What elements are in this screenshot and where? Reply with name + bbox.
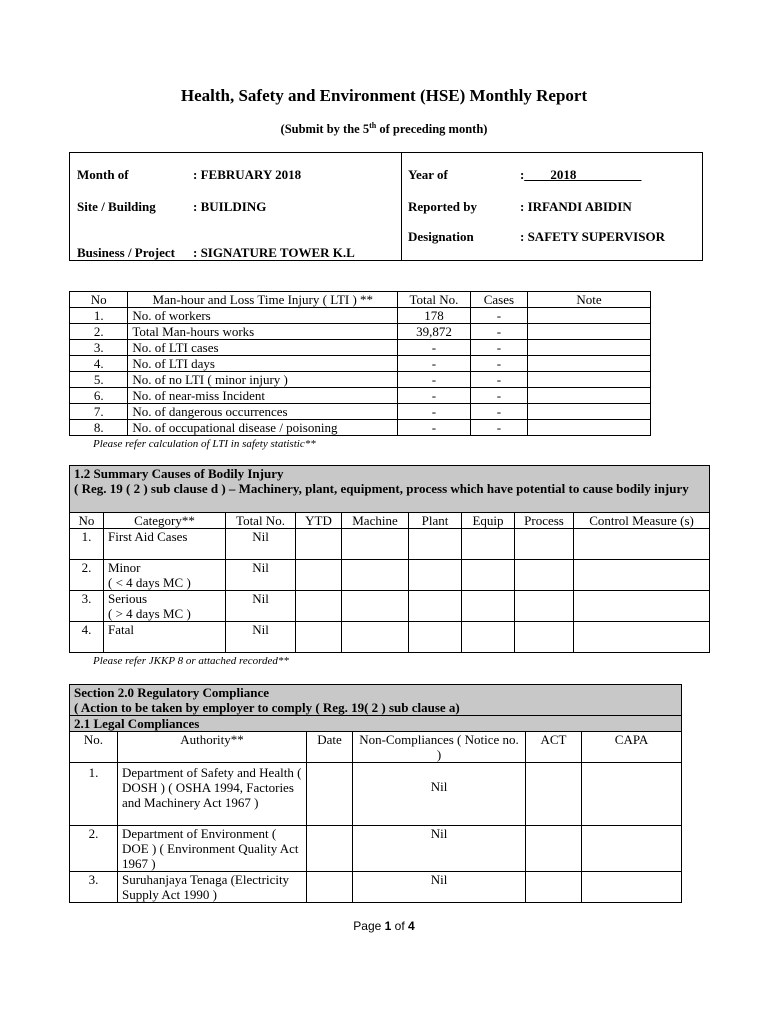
compliance-header-noncompliance: Non-Compliances ( Notice no. ) (353, 732, 526, 763)
lti-cell-no: 6. (70, 388, 128, 404)
lti-cell-total: - (398, 372, 470, 388)
injury-cell-equip (462, 591, 515, 622)
injury-heading-title: 1.2 Summary Causes of Bodily Injury (74, 466, 284, 481)
injury-cell-plant (409, 591, 462, 622)
lti-cell-cases: - (470, 340, 527, 356)
lti-cell-cases: - (470, 356, 527, 372)
table-row (70, 404, 651, 420)
table-row (70, 324, 651, 340)
injury-heading (70, 466, 710, 513)
compliance-cell-no: 3. (70, 872, 118, 903)
lti-cell-item: No. of near-miss Incident (128, 388, 398, 404)
compliance-cell-act (526, 826, 582, 872)
footer-of-label: of (391, 919, 409, 933)
lti-cell-total: - (398, 404, 470, 420)
injury-heading-reg: ( Reg. 19 ( 2 ) sub clause d ) – Machinery, plant, equipment, process which have potential to cause bodily injury (74, 481, 689, 496)
injury-header-process: Process (515, 513, 574, 529)
injury-cell-ytd (296, 529, 342, 560)
compliance-heading-action: ( Action to be taken by employer to comply ( Reg. 19( 2 ) sub clause a) (74, 700, 460, 715)
month-label: Month of (77, 167, 129, 182)
year-value (520, 167, 641, 183)
lti-header-no: No (70, 292, 128, 308)
compliance-cell-nc: Nil (353, 872, 526, 903)
lti-cell-no: 8. (70, 420, 128, 436)
table-row (70, 560, 710, 591)
table-row (70, 826, 682, 872)
injury-category-text: Serious (108, 591, 147, 606)
business-value: : SIGNATURE TOWER K.L (193, 245, 355, 260)
injury-header-category: Category** (104, 513, 226, 529)
footer-page-total: 4 (408, 919, 415, 933)
reported-label: Reported by (408, 199, 477, 214)
injury-cell-process (515, 591, 574, 622)
injury-cell-control (574, 622, 710, 653)
lti-cell-note (528, 388, 651, 404)
table-row (70, 308, 651, 324)
injury-cell-machine (342, 622, 409, 653)
compliance-cell-act (526, 872, 582, 903)
injury-cell-plant (409, 622, 462, 653)
lti-cell-cases: - (470, 308, 527, 324)
lti-cell-cases: - (470, 324, 527, 340)
injury-cell-total: Nil (226, 622, 296, 653)
injury-cell-equip (462, 622, 515, 653)
injury-cell-category (104, 622, 226, 653)
business-label: Business / Project (77, 245, 175, 260)
report-subtitle (0, 121, 768, 137)
legal-compliance-table (69, 684, 682, 903)
table-row (70, 340, 651, 356)
compliance-header-row (70, 732, 682, 763)
table-row (70, 622, 710, 653)
table-row (70, 356, 651, 372)
injury-header-no: No (70, 513, 104, 529)
injury-cell-control (574, 529, 710, 560)
injury-header-equip: Equip (462, 513, 515, 529)
year-label: Year of (408, 167, 448, 182)
injury-cell-total: Nil (226, 560, 296, 591)
table-row (70, 372, 651, 388)
injury-cell-no: 4. (70, 622, 104, 653)
subtitle-text: (Submit by the 5 (280, 122, 370, 137)
injury-category-text: Fatal (108, 622, 134, 637)
injury-cell-category (104, 560, 226, 591)
injury-cell-no: 2. (70, 560, 104, 591)
lti-cell-no: 3. (70, 340, 128, 356)
injury-category-text: First Aid Cases (108, 529, 188, 544)
injury-cell-no: 3. (70, 591, 104, 622)
lti-cell-item: No. of no LTI ( minor injury ) (128, 372, 398, 388)
injury-cell-category (104, 591, 226, 622)
lti-cell-total: 178 (398, 308, 470, 324)
compliance-cell-nc: Nil (353, 826, 526, 872)
compliance-cell-no: 2. (70, 826, 118, 872)
compliance-cell-authority: Department of Environment ( DOE ) ( Environment Quality Act 1967 ) (118, 826, 307, 872)
lti-cell-item: No. of occupational disease / poisoning (128, 420, 398, 436)
lti-cell-note (528, 372, 651, 388)
compliance-cell-capa (582, 826, 682, 872)
compliance-cell-act (526, 763, 582, 826)
injury-cell-process (515, 560, 574, 591)
lti-header-cases: Cases (470, 292, 527, 308)
lti-cell-cases: - (470, 420, 527, 436)
lti-cell-item: No. of dangerous occurrences (128, 404, 398, 420)
lti-cell-cases: - (470, 404, 527, 420)
table-row (70, 872, 682, 903)
page-footer (0, 919, 768, 933)
lti-cell-no: 1. (70, 308, 128, 324)
lti-header-total: Total No. (398, 292, 470, 308)
site-value: : BUILDING (193, 199, 267, 214)
footer-page-label: Page (353, 919, 385, 933)
injury-cell-control (574, 560, 710, 591)
lti-cell-total: - (398, 420, 470, 436)
injury-cell-process (515, 622, 574, 653)
lti-cell-note (528, 308, 651, 324)
lti-cell-no: 4. (70, 356, 128, 372)
lti-cell-cases: - (470, 388, 527, 404)
lti-cell-total: - (398, 388, 470, 404)
compliance-header-authority: Authority** (118, 732, 307, 763)
injury-cell-ytd (296, 622, 342, 653)
compliance-cell-no: 1. (70, 763, 118, 826)
table-row (70, 529, 710, 560)
injury-header-plant: Plant (409, 513, 462, 529)
compliance-header-capa: CAPA (582, 732, 682, 763)
injury-cell-no: 1. (70, 529, 104, 560)
compliance-header-no: No. (70, 732, 118, 763)
injury-cell-total: Nil (226, 591, 296, 622)
compliance-header-act: ACT (526, 732, 582, 763)
injury-category-text: Minor (108, 560, 141, 575)
report-title: Health, Safety and Environment (HSE) Monthly Report (180, 86, 588, 105)
injury-category-detail: ( > 4 days MC ) (108, 606, 191, 621)
compliance-subheading: 2.1 Legal Compliances (70, 716, 682, 732)
lti-cell-item: No. of LTI days (128, 356, 398, 372)
injury-header-machine: Machine (342, 513, 409, 529)
compliance-header-date: Date (307, 732, 353, 763)
injury-cell-machine (342, 560, 409, 591)
compliance-heading (70, 685, 682, 716)
site-label: Site / Building (77, 199, 156, 214)
table-row (70, 763, 682, 826)
compliance-cell-date (307, 826, 353, 872)
injury-cell-equip (462, 560, 515, 591)
injury-cell-equip (462, 529, 515, 560)
injury-cell-total: Nil (226, 529, 296, 560)
header-divider (401, 152, 402, 261)
lti-cell-cases: - (470, 372, 527, 388)
lti-cell-no: 2. (70, 324, 128, 340)
lti-cell-note (528, 356, 651, 372)
lti-cell-total: - (398, 340, 470, 356)
designation-value: : SAFETY SUPERVISOR (520, 229, 665, 244)
compliance-heading-title: Section 2.0 Regulatory Compliance (74, 685, 269, 700)
lti-header-note: Note (528, 292, 651, 308)
injury-heading-row (70, 466, 710, 513)
lti-cell-note (528, 420, 651, 436)
lti-cell-note (528, 340, 651, 356)
injury-header-control: Control Measure (s) (574, 513, 710, 529)
injury-cell-category (104, 529, 226, 560)
injury-summary-table (69, 465, 710, 653)
compliance-cell-date (307, 872, 353, 903)
injury-cell-machine (342, 529, 409, 560)
table-row (70, 388, 651, 404)
table-row (70, 420, 651, 436)
lti-cell-total: - (398, 356, 470, 372)
compliance-subheading-row (70, 716, 682, 732)
lti-cell-item: Total Man-hours works (128, 324, 398, 340)
lti-cell-note (528, 404, 651, 420)
compliance-cell-nc: Nil (353, 763, 526, 826)
month-value: : FEBRUARY 2018 (193, 167, 302, 182)
injury-category-detail: ( < 4 days MC ) (108, 575, 191, 590)
injury-header-ytd: YTD (296, 513, 342, 529)
year-colon: : (520, 167, 525, 182)
injury-cell-control (574, 591, 710, 622)
lti-table (69, 291, 651, 436)
table-row (70, 591, 710, 622)
lti-cell-note (528, 324, 651, 340)
subtitle-text-end: of preceding month) (376, 122, 488, 137)
injury-cell-plant (409, 560, 462, 591)
compliance-cell-date (307, 763, 353, 826)
year-text: ____2018__________ (524, 167, 642, 182)
lti-header-item: Man-hour and Loss Time Injury ( LTI ) ** (128, 292, 398, 308)
injury-header-total: Total No. (226, 513, 296, 529)
subtitle-sup: th (369, 121, 377, 130)
compliance-cell-capa (582, 872, 682, 903)
footer-page-number: 1 (384, 919, 392, 933)
injury-cell-machine (342, 591, 409, 622)
compliance-heading-row (70, 685, 682, 716)
injury-header-row (70, 513, 710, 529)
compliance-cell-authority: Suruhanjaya Tenaga (Electricity Supply Act 1990 ) (118, 872, 307, 903)
lti-cell-item: No. of LTI cases (128, 340, 398, 356)
injury-note: Please refer JKKP 8 or attached recorded** (93, 655, 289, 667)
lti-cell-no: 7. (70, 404, 128, 420)
compliance-cell-authority: Department of Safety and Health ( DOSH ) ( OSHA 1994, Factories and Machinery Act 1967 ) (118, 763, 307, 826)
lti-note: Please refer calculation of LTI in safety statistic** (93, 438, 316, 450)
lti-cell-no: 5. (70, 372, 128, 388)
lti-header-row (70, 292, 651, 308)
injury-cell-ytd (296, 591, 342, 622)
designation-label: Designation (408, 229, 474, 244)
reported-value: : IRFANDI ABIDIN (520, 199, 632, 214)
injury-cell-plant (409, 529, 462, 560)
compliance-cell-capa (582, 763, 682, 826)
lti-cell-total: 39,872 (398, 324, 470, 340)
injury-cell-ytd (296, 560, 342, 591)
lti-cell-item: No. of workers (128, 308, 398, 324)
injury-cell-process (515, 529, 574, 560)
